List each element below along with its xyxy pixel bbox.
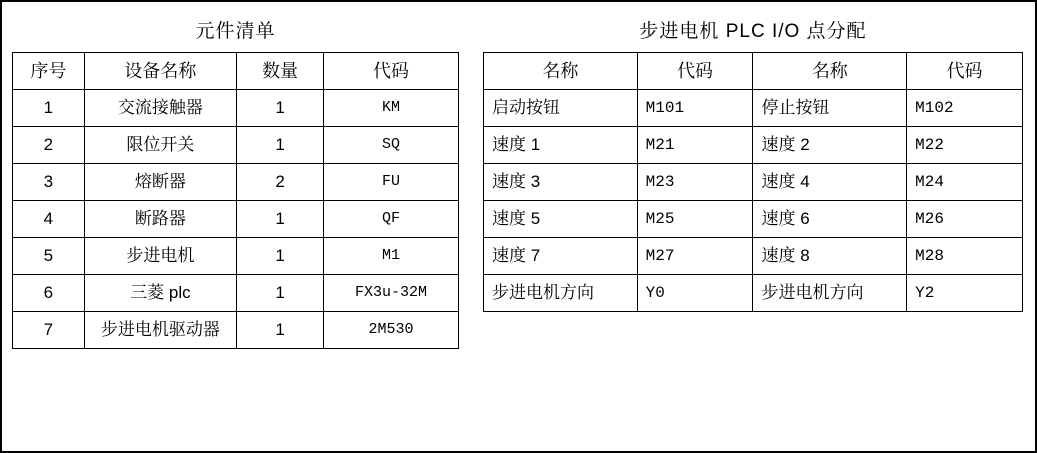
table-row: [13, 275, 459, 312]
cell-io-name: 速度 2: [753, 127, 907, 164]
cell-code: M1: [324, 238, 459, 275]
cell-index: 4: [13, 201, 85, 238]
cell-code: 2M530: [324, 312, 459, 349]
cell-io-code: M23: [637, 164, 753, 201]
cell-index: 1: [13, 90, 85, 127]
cell-io-code: M22: [907, 127, 1023, 164]
cell-io-name: 速度 7: [484, 238, 638, 275]
table-row: [13, 164, 459, 201]
cell-io-name: 速度 8: [753, 238, 907, 275]
cell-device-name: 熔断器: [84, 164, 236, 201]
cell-io-name: 速度 1: [484, 127, 638, 164]
cell-io-name: 启动按钮: [484, 90, 638, 127]
component-list-table: [12, 52, 459, 349]
cell-io-name: 速度 6: [753, 201, 907, 238]
cell-index: 2: [13, 127, 85, 164]
table-row: [484, 90, 1023, 127]
cell-device-name: 断路器: [84, 201, 236, 238]
cell-io-name: 速度 4: [753, 164, 907, 201]
cell-index: 3: [13, 164, 85, 201]
column-header-code: 代码: [324, 53, 459, 90]
cell-quantity: 1: [237, 201, 324, 238]
cell-io-code: M24: [907, 164, 1023, 201]
component-list-panel: [12, 10, 467, 445]
cell-device-name: 步进电机驱动器: [84, 312, 236, 349]
plc-io-title: 步进电机 PLC I/O 点分配: [639, 21, 867, 42]
column-header-code-1: 代码: [637, 53, 753, 90]
cell-io-name: 停止按钮: [753, 90, 907, 127]
table-row: [484, 127, 1023, 164]
cell-io-name: 步进电机方向: [753, 275, 907, 312]
cell-io-code: M102: [907, 90, 1023, 127]
plc-io-table: [483, 52, 1023, 312]
cell-quantity: 1: [237, 90, 324, 127]
table-row: [484, 201, 1023, 238]
cell-index: 7: [13, 312, 85, 349]
component-list-title: 元件清单: [195, 21, 276, 42]
column-header-index: 序号: [13, 53, 85, 90]
cell-code: SQ: [324, 127, 459, 164]
table-row: [13, 312, 459, 349]
cell-quantity: 1: [237, 238, 324, 275]
cell-index: 5: [13, 238, 85, 275]
cell-code: KM: [324, 90, 459, 127]
table-header-row: [484, 53, 1023, 90]
cell-code: FU: [324, 164, 459, 201]
cell-code: QF: [324, 201, 459, 238]
cell-io-code: Y0: [637, 275, 753, 312]
column-header-name-1: 名称: [484, 53, 638, 90]
cell-quantity: 1: [237, 312, 324, 349]
cell-quantity: 2: [237, 164, 324, 201]
column-header-name-2: 名称: [753, 53, 907, 90]
table-header-row: [13, 53, 459, 90]
table-row: [484, 275, 1023, 312]
cell-index: 6: [13, 275, 85, 312]
cell-io-code: M101: [637, 90, 753, 127]
cell-device-name: 限位开关: [84, 127, 236, 164]
cell-io-code: M25: [637, 201, 753, 238]
cell-io-name: 速度 5: [484, 201, 638, 238]
cell-io-code: Y2: [907, 275, 1023, 312]
table-row: [13, 201, 459, 238]
cell-io-name: 步进电机方向: [484, 275, 638, 312]
plc-io-panel: [483, 10, 1023, 445]
column-header-device-name: 设备名称: [84, 53, 236, 90]
cell-io-code: M21: [637, 127, 753, 164]
cell-device-name: 步进电机: [84, 238, 236, 275]
column-header-code-2: 代码: [907, 53, 1023, 90]
table-row: [13, 238, 459, 275]
cell-quantity: 1: [237, 127, 324, 164]
cell-quantity: 1: [237, 275, 324, 312]
panel-divider: [467, 10, 483, 445]
table-row: [13, 127, 459, 164]
column-header-quantity: 数量: [237, 53, 324, 90]
panels-container: [2, 2, 1035, 451]
table-row: [484, 164, 1023, 201]
cell-io-name: 速度 3: [484, 164, 638, 201]
cell-device-name: 三菱 plc: [84, 275, 236, 312]
table-row: [484, 238, 1023, 275]
cell-device-name: 交流接触器: [84, 90, 236, 127]
table-row: [13, 90, 459, 127]
cell-io-code: M27: [637, 238, 753, 275]
cell-code: FX3u-32M: [324, 275, 459, 312]
cell-io-code: M28: [907, 238, 1023, 275]
cell-io-code: M26: [907, 201, 1023, 238]
